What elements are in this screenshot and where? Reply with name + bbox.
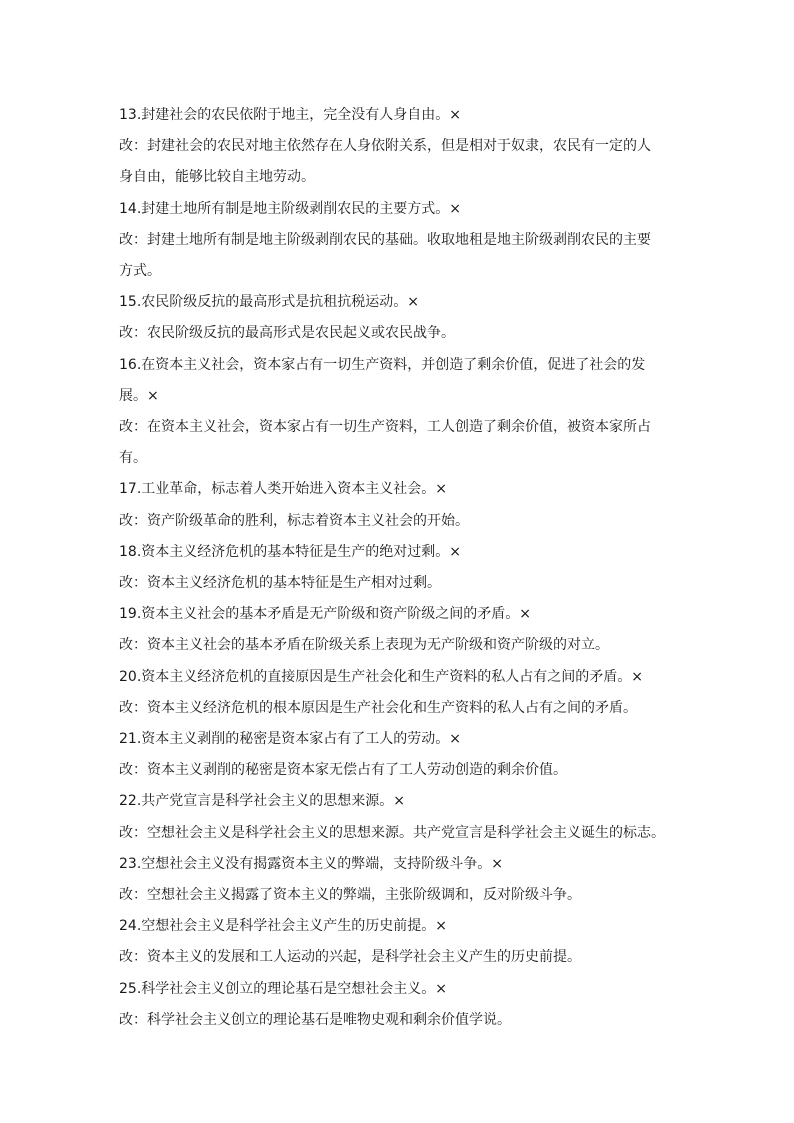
question-14: 14.封建土地所有制是地主阶级剥削农民的主要方式。× — [119, 200, 461, 217]
correction-17: 改：资产阶级革命的胜利，标志着资本主义社会的开始。 — [119, 512, 469, 529]
question-22: 22.共产党宣言是科学社会主义的思想来源。× — [119, 793, 405, 810]
question-13: 13.封建社会的农民依附于地主，完全没有人身自由。× — [119, 107, 461, 123]
question-21: 21.资本主义剥削的秘密是资本家占有了工人的劳动。× — [119, 731, 461, 748]
question-20: 20.资本主义经济危机的直接原因是生产社会化和生产资料的私人占有之间的矛盾。× — [119, 668, 643, 685]
correction-16-line-2: 有。 — [119, 450, 147, 467]
correction-14-line-2: 方式。 — [119, 263, 161, 280]
correction-16-line-1: 改：在资本主义社会，资本家占有一切生产资料，工人创造了剩余价值，被资本家所占 — [119, 419, 651, 436]
correction-19: 改：资本主义社会的基本矛盾在阶级关系上表现为无产阶级和资产阶级的对立。 — [119, 637, 609, 654]
question-24: 24.空想社会主义是科学社会主义产生的历史前提。× — [119, 918, 447, 935]
question-25: 25.科学社会主义创立的理论基石是空想社会主义。× — [119, 980, 447, 997]
correction-25: 改：科学社会主义创立的理论基石是唯物史观和剩余价值学说。 — [119, 1011, 511, 1028]
question-17: 17.工业革命，标志着人类开始进入资本主义社会。× — [119, 481, 447, 498]
question-23: 23.空想社会主义没有揭露资本主义的弊端，支持阶级斗争。× — [119, 855, 503, 872]
correction-18: 改：资本主义经济危机的基本特征是生产相对过剩。 — [119, 575, 441, 592]
correction-23: 改：空想社会主义揭露了资本主义的弊端，主张阶级调和，反对阶级斗争。 — [119, 887, 581, 904]
question-16-line-2: 展。× — [119, 387, 159, 404]
question-19: 19.资本主义社会的基本矛盾是无产阶级和资产阶级之间的矛盾。× — [119, 606, 531, 623]
correction-24: 改：资本主义的发展和工人运动的兴起，是科学社会主义产生的历史前提。 — [119, 949, 581, 966]
question-15: 15.农民阶级反抗的最高形式是抗租抗税运动。× — [119, 294, 419, 311]
correction-13-line-2: 身自由，能够比较自主地劳动。 — [119, 169, 315, 186]
correction-14-line-1: 改：封建土地所有制是地主阶级剥削农民的基础。收取地租是地主阶级剥削农民的主要 — [119, 231, 651, 248]
correction-20: 改：资本主义经济危机的根本原因是生产社会化和生产资料的私人占有之间的矛盾。 — [119, 699, 637, 716]
question-16-line-1: 16.在资本主义社会，资本家占有一切生产资料，并创造了剩余价值，促进了社会的发 — [119, 356, 646, 373]
document-page — [119, 100, 664, 1036]
correction-13-line-1: 改：封建社会的农民对地主依然存在人身依附关系，但是相对于奴隶，农民有一定的人 — [119, 138, 651, 155]
correction-21: 改：资本主义剥削的秘密是资本家无偿占有了工人劳动创造的剩余价值。 — [119, 762, 567, 779]
correction-15: 改：农民阶级反抗的最高形式是农民起义或农民战争。 — [119, 325, 455, 342]
correction-22: 改：空想社会主义是科学社会主义的思想来源。共产党宣言是科学社会主义诞生的标志。 — [119, 824, 665, 841]
question-18: 18.资本主义经济危机的基本特征是生产的绝对过剩。× — [119, 543, 461, 560]
